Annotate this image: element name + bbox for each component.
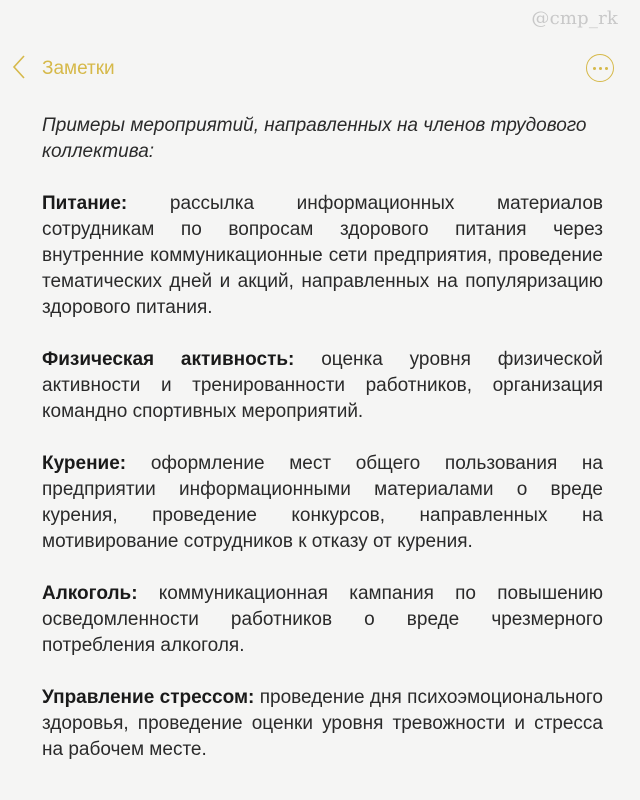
more-horizontal-icon (593, 67, 596, 70)
paragraph-text: рассылка информационных материалов сотрудникам по вопросам здорового питания через внутренние коммуникационные сети предприятия, проведение тематических дней и акций, направленных на популяризацию здорового питания. (42, 193, 603, 318)
note-paragraph-stress (42, 685, 603, 763)
note-paragraph-nutrition (42, 191, 603, 321)
paragraph-text: коммуникационная кампания по повышению осведомленности работников о вреде чрезмерного потребления алкоголя. (42, 583, 603, 656)
watermark: @cmp_rk (531, 8, 618, 29)
paragraph-title: Физическая активность: (42, 349, 295, 370)
back-label: Заметки (42, 58, 115, 79)
paragraph-title: Алкоголь: (42, 583, 138, 604)
paragraph-title: Курение: (42, 453, 127, 474)
dot (605, 67, 608, 70)
paragraph-text: оформление мест общего пользования на предприятии информационными материалами о вреде курения, проведение конкурсов, направленных на мотивирование сотрудников к отказу от курения. (42, 453, 603, 552)
paragraph-title: Управление стрессом: (42, 687, 255, 708)
navigation-bar (0, 54, 640, 84)
chevron-left-icon (12, 54, 26, 85)
more-options-button[interactable] (586, 54, 614, 82)
paragraph-text: оценка уровня физической активности и тренированности работников, организация командно спортивных мероприятий. (42, 349, 603, 422)
dot (599, 67, 602, 70)
note-paragraph-alcohol (42, 581, 603, 659)
paragraph-text: проведение дня психоэмоционального здоровья, проведение оценки уровня тревожности и стресса на рабочем месте. (42, 687, 603, 760)
back-button[interactable] (12, 54, 115, 84)
note-paragraph-smoking (42, 451, 603, 555)
note-body[interactable] (42, 113, 603, 789)
paragraph-title: Питание: (42, 193, 128, 214)
note-paragraph-physical-activity (42, 347, 603, 425)
note-intro: Примеры мероприятий, направленных на членов трудового коллектива: (42, 115, 587, 162)
